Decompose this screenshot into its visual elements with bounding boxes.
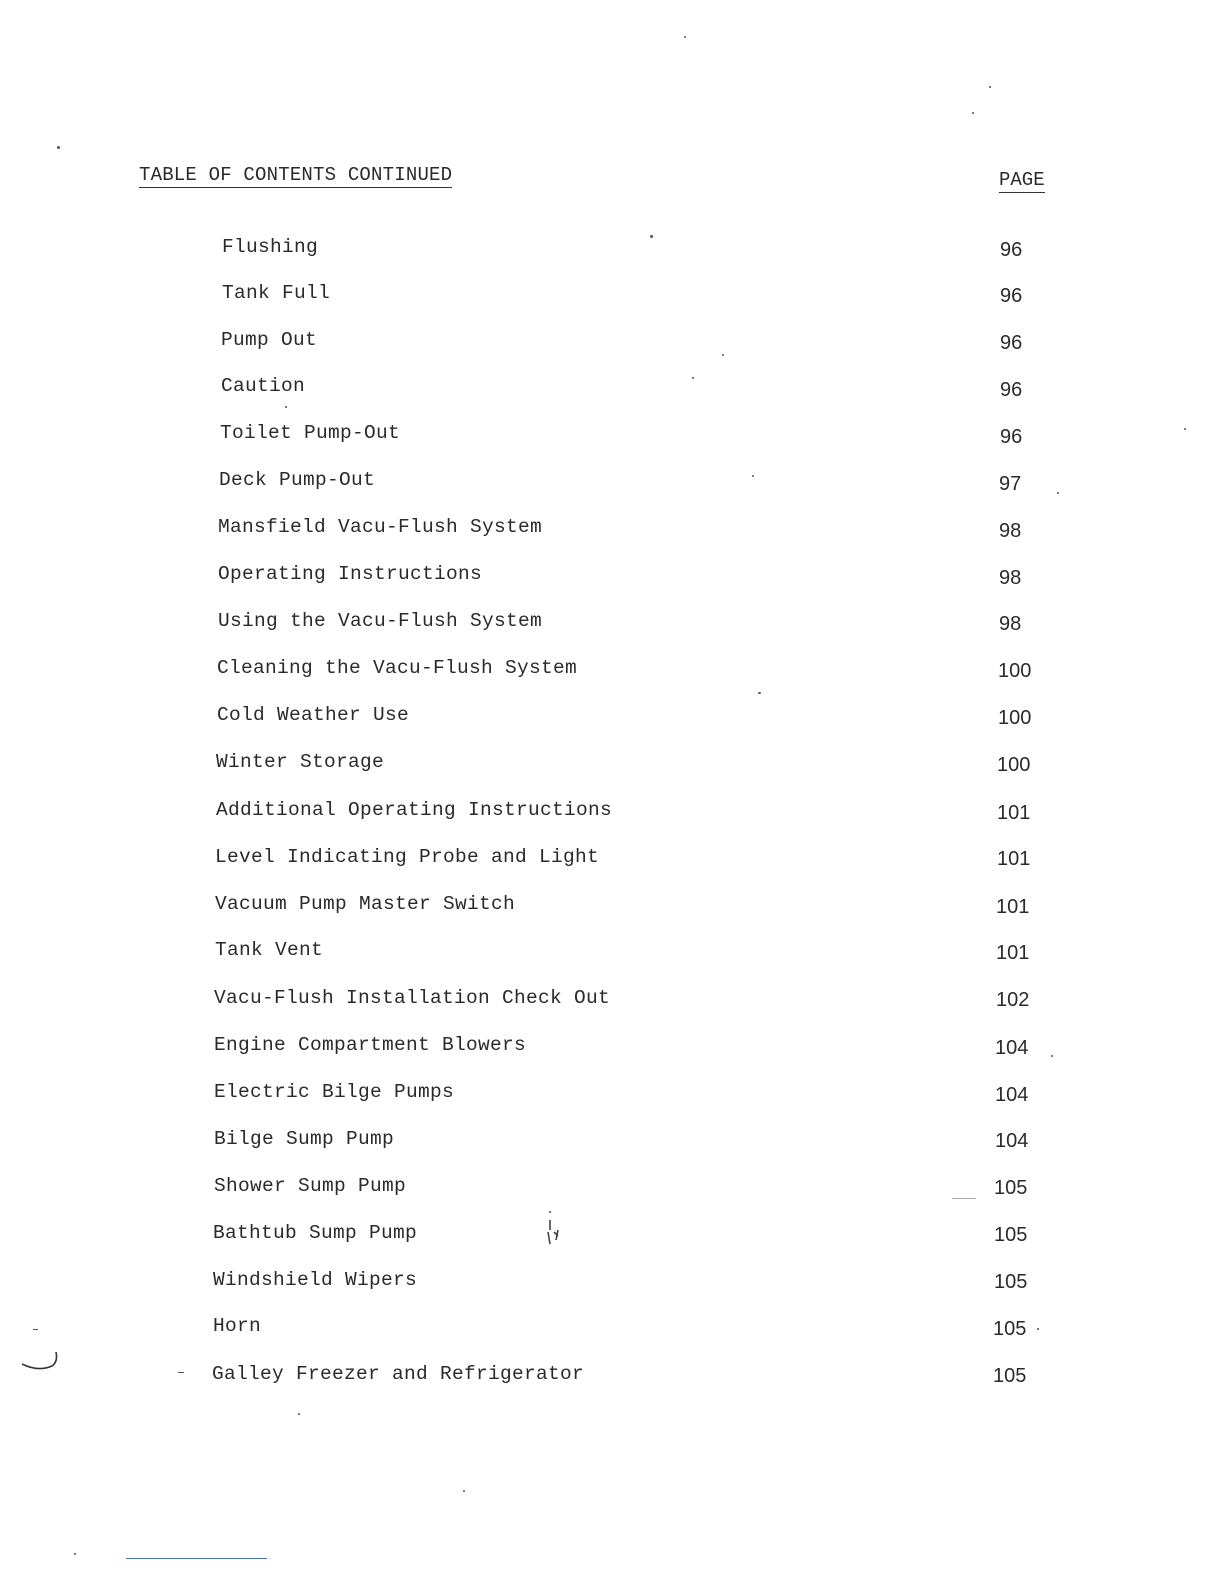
scan-speck	[1051, 1055, 1053, 1057]
toc-entry-title: Level Indicating Probe and Light	[215, 846, 600, 868]
scan-speck	[1037, 1328, 1039, 1330]
toc-entry	[0, 1221, 1224, 1251]
toc-entry-title: Winter Storage	[216, 751, 385, 773]
toc-entry	[0, 845, 1224, 875]
toc-entry-page: 98	[999, 567, 1022, 589]
toc-entry	[0, 1174, 1224, 1204]
toc-entry-page: 101	[997, 802, 1031, 824]
toc-entry-title: Shower Sump Pump	[214, 1175, 407, 1197]
toc-entry-title: Flushing	[222, 236, 319, 258]
toc-entry-title: Operating Instructions	[218, 563, 483, 585]
scan-speck	[758, 692, 761, 694]
toc-entry-page: 97	[999, 473, 1022, 495]
toc-entry-title: Additional Operating Instructions	[216, 799, 613, 821]
toc-entry	[0, 938, 1224, 968]
toc-entry-title: Tank Vent	[215, 939, 324, 961]
toc-entry-page: 105	[994, 1271, 1028, 1293]
toc-entry-title: Mansfield Vacu-Flush System	[218, 516, 543, 538]
toc-entry-page: 98	[999, 613, 1022, 635]
page-column-heading: PAGE	[999, 169, 1045, 191]
toc-entry-page: 105	[994, 1177, 1028, 1199]
toc-entry	[0, 515, 1224, 545]
toc-entry-title: Cold Weather Use	[217, 704, 410, 726]
toc-entry	[0, 986, 1224, 1016]
toc-entry-title: Horn	[213, 1315, 262, 1337]
toc-entry-page: 100	[998, 660, 1032, 682]
toc-entry-title: Vacu-Flush Installation Check Out	[214, 987, 611, 1009]
scan-speck	[650, 235, 653, 238]
toc-entry-page: 104	[995, 1037, 1029, 1059]
scan-speck	[972, 112, 974, 114]
scan-speck	[463, 1490, 465, 1492]
toc-entry	[0, 1362, 1224, 1392]
scan-speck	[752, 475, 754, 477]
toc-entry	[0, 750, 1224, 780]
toc-entry-page: 96	[1000, 379, 1023, 401]
toc-entry-page: 96	[1000, 332, 1023, 354]
toc-entry-page: 101	[997, 848, 1031, 870]
scan-speck	[722, 354, 724, 356]
scan-speck	[74, 1553, 76, 1555]
scan-speck	[684, 36, 686, 38]
scan-speck	[989, 86, 991, 88]
toc-entry-title: Engine Compartment Blowers	[214, 1034, 527, 1056]
toc-entry-page: 96	[1000, 239, 1023, 261]
toc-entry	[0, 1033, 1224, 1063]
toc-entry	[0, 562, 1224, 592]
scan-speck	[298, 1413, 300, 1415]
toc-entry-title: Bilge Sump Pump	[214, 1128, 395, 1150]
toc-entry-title: Cleaning the Vacu-Flush System	[217, 657, 578, 679]
scan-speck	[692, 377, 694, 379]
toc-entry-title: Using the Vacu-Flush System	[218, 610, 543, 632]
toc-entry	[0, 235, 1224, 265]
scan-speck	[178, 1372, 184, 1373]
toc-entry-page: 104	[995, 1130, 1029, 1152]
toc-entry-page: 100	[997, 754, 1031, 776]
toc-entry	[0, 892, 1224, 922]
scan-mark	[18, 1348, 62, 1374]
toc-entry-title: Deck Pump-Out	[219, 469, 376, 491]
toc-entry-page: 105	[993, 1365, 1027, 1387]
toc-entry	[0, 1314, 1224, 1344]
toc-entry-page: 105	[994, 1224, 1028, 1246]
scan-speck	[1057, 492, 1059, 494]
toc-entry-title: Bathtub Sump Pump	[213, 1222, 418, 1244]
toc-entry-page: 102	[996, 989, 1030, 1011]
toc-entry	[0, 656, 1224, 686]
toc-entry-title: Caution	[221, 375, 306, 397]
toc-entry	[0, 1080, 1224, 1110]
toc-entry	[0, 328, 1224, 358]
scan-mark	[544, 1210, 564, 1246]
toc-entry-page: 98	[999, 520, 1022, 542]
toc-entry	[0, 1127, 1224, 1157]
toc-entry-page: 101	[996, 942, 1030, 964]
toc-entry-page: 96	[1000, 426, 1023, 448]
toc-entry-title: Windshield Wipers	[213, 1269, 418, 1291]
toc-entry-page: 100	[998, 707, 1032, 729]
toc-entry-title: Toilet Pump-Out	[220, 422, 401, 444]
toc-entry-page: 104	[995, 1084, 1029, 1106]
toc-entry-title: Pump Out	[221, 329, 318, 351]
toc-entry	[0, 798, 1224, 828]
bottom-rule	[126, 1558, 267, 1559]
toc-entry	[0, 703, 1224, 733]
toc-entry	[0, 468, 1224, 498]
toc-entry	[0, 374, 1224, 404]
toc-entry-page: 96	[1000, 285, 1023, 307]
scan-speck	[57, 146, 60, 149]
toc-entry-title: Vacuum Pump Master Switch	[215, 893, 516, 915]
toc-entry-page: 105	[993, 1318, 1027, 1340]
toc-entry-title: Electric Bilge Pumps	[214, 1081, 455, 1103]
scan-speck	[33, 1329, 38, 1330]
scan-speck	[952, 1198, 976, 1199]
toc-entry-title: Galley Freezer and Refrigerator	[212, 1363, 585, 1385]
toc-entry-title: Tank Full	[222, 282, 331, 304]
toc-heading: TABLE OF CONTENTS CONTINUED	[139, 164, 453, 186]
toc-entry	[0, 609, 1224, 639]
scan-speck	[1184, 428, 1186, 430]
toc-entry	[0, 1268, 1224, 1298]
scan-speck	[285, 406, 287, 408]
toc-entry	[0, 421, 1224, 451]
toc-entry-page: 101	[996, 896, 1030, 918]
toc-entry	[0, 281, 1224, 311]
